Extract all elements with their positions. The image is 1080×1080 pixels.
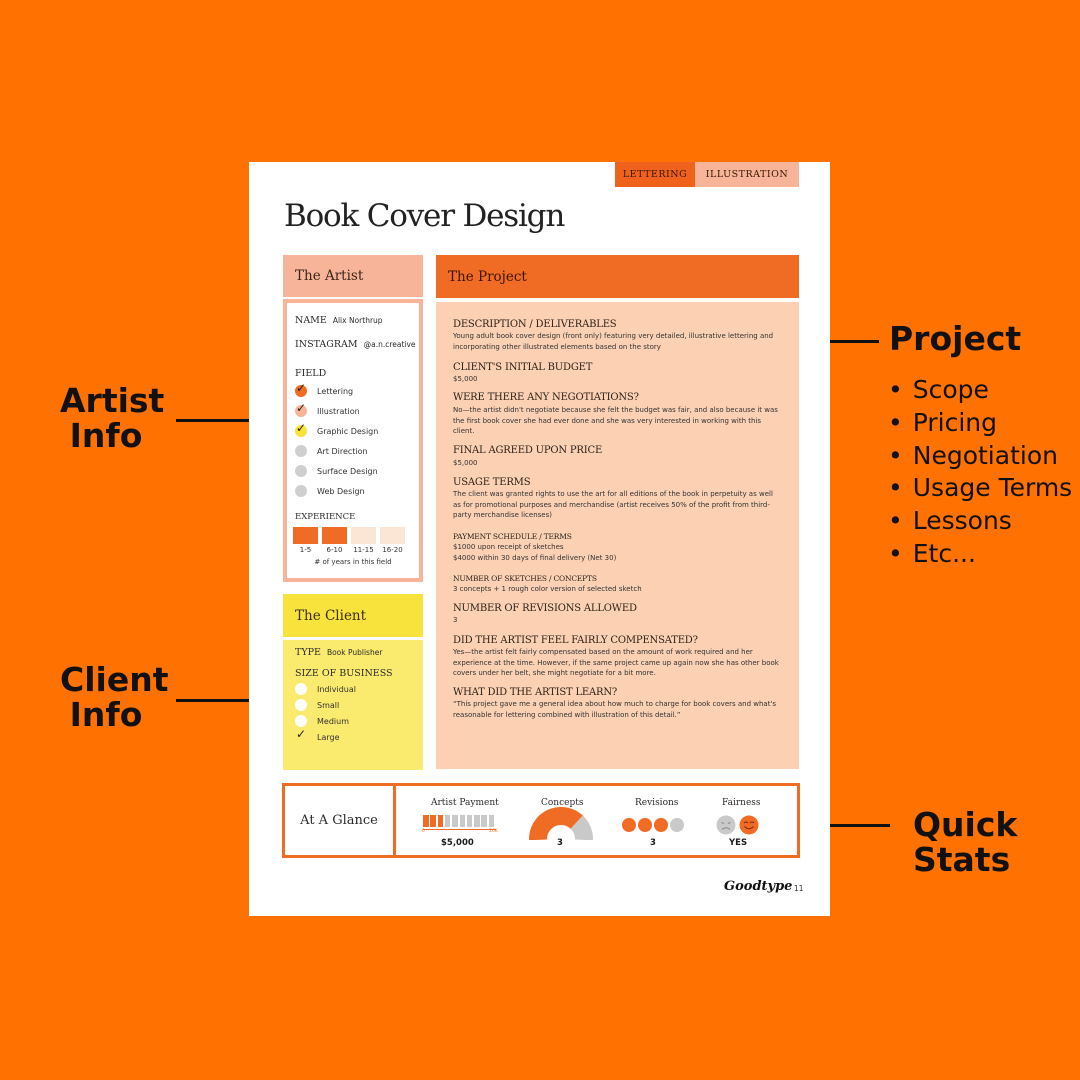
field-dot xyxy=(295,381,307,397)
happy-face-icon xyxy=(739,815,759,835)
client-type-row xyxy=(295,647,382,658)
size-dot xyxy=(295,683,307,695)
at-a-glance-label: At A Glance xyxy=(285,786,396,855)
client-heading: The Client xyxy=(283,594,423,637)
a-final-price: $5,000 xyxy=(453,459,478,467)
a-usage-terms: The client was granted rights to use the art for all editions of the book in perpetuity as well as for promotional purposes and merchandise (artist receives 50% of the profit from third-party merchandise licenses) xyxy=(453,490,773,520)
a-negotiations: No—the artist didn't negotiate because she felt the budget was fair, and also because it was the first book cover she had ever done and she was very interested in working with this client. xyxy=(453,406,778,436)
payment-bar-segment xyxy=(474,815,480,827)
a-revisions: 3 xyxy=(453,616,458,624)
field-dot xyxy=(295,421,307,437)
client-panel xyxy=(283,640,423,770)
quick-stats-label xyxy=(913,805,1018,879)
q-description: DESCRIPTION / DELIVERABLES xyxy=(453,319,617,330)
field-dot xyxy=(295,445,307,457)
bullet-item: • Scope xyxy=(888,374,1072,407)
name-label: NAME xyxy=(295,315,327,326)
project-panel xyxy=(436,302,799,769)
size-dot xyxy=(295,699,307,711)
size-label: SIZE OF BUSINESS xyxy=(295,668,393,679)
quick-stats-line2: Stats xyxy=(913,839,1011,879)
payment-bar-segment xyxy=(460,815,466,827)
a-sketches: 3 concepts + 1 rough color version of selected sketch xyxy=(453,585,642,593)
field-item xyxy=(295,421,379,437)
field-item-label: Graphic Design xyxy=(317,426,379,436)
field-label: FIELD xyxy=(295,368,327,379)
q-revisions: NUMBER OF REVISIONS ALLOWED xyxy=(453,603,637,614)
payment-bar xyxy=(423,815,503,833)
field-item xyxy=(295,381,354,397)
field-item-label: Surface Design xyxy=(317,466,378,476)
artist-info-line1: Artist xyxy=(60,381,165,420)
q-payment-schedule: PAYMENT SCHEDULE / TERMS xyxy=(453,532,572,541)
size-dot xyxy=(295,715,307,727)
bullet-item: • Lessons xyxy=(888,505,1072,538)
field-dot xyxy=(295,465,307,477)
field-item xyxy=(295,445,368,457)
checkmark-icon: ✓ xyxy=(296,401,307,415)
a-fairly-compensated: Yes—the artist felt fairly compensated based on the amount of work required and her experience at the time. However, if the same project came up again now she has other book covers under her belt, she might negotiate for a bit more. xyxy=(453,648,779,678)
name-value: Alix Northrup xyxy=(332,316,383,325)
experience-label: EXPERIENCE xyxy=(295,512,356,522)
glance-stats xyxy=(396,786,797,855)
sad-face-icon xyxy=(716,815,736,835)
payment-bar-segment xyxy=(423,815,429,827)
field-item-label: Lettering xyxy=(317,386,354,396)
size-option xyxy=(295,715,349,727)
type-value: Book Publisher xyxy=(326,648,383,657)
bullet-item: • Pricing xyxy=(888,407,1072,440)
q-final-price: FINAL AGREED UPON PRICE xyxy=(453,445,603,456)
size-option-label: Individual xyxy=(317,684,356,694)
revision-dot xyxy=(622,818,636,832)
revision-dot xyxy=(670,818,684,832)
q-negotiations: WERE THERE ANY NEGOTIATIONS? xyxy=(453,392,639,403)
payment-title: Artist Payment xyxy=(431,798,499,808)
bullet-item: • Usage Terms xyxy=(888,472,1072,505)
category-tag xyxy=(615,162,799,187)
experience-box xyxy=(351,527,376,544)
instagram-label: INSTAGRAM xyxy=(295,339,358,350)
field-item-label: Illustration xyxy=(317,406,360,416)
experience-range-label: 6-10 xyxy=(326,546,343,554)
a-initial-budget: $5,000 xyxy=(453,375,478,383)
a-payment-line2: $4000 within 30 days of final delivery (Net 30) xyxy=(453,554,617,562)
payment-bar-segment xyxy=(430,815,436,827)
experience-box xyxy=(293,527,318,544)
revisions-dots xyxy=(622,818,684,832)
q-fairly-compensated: DID THE ARTIST FEEL FAIRLY COMPENSATED? xyxy=(453,635,698,646)
artist-info-label xyxy=(60,381,165,455)
tag-illustration: ILLUSTRATION xyxy=(695,162,799,187)
field-item xyxy=(295,485,365,497)
fairness-title: Fairness xyxy=(722,798,761,808)
client-info-label xyxy=(60,660,169,734)
project-bullet-list xyxy=(888,374,1072,571)
experience-range-label: 16-20 xyxy=(382,546,403,554)
q-sketches: NUMBER OF SKETCHES / CONCEPTS xyxy=(453,574,597,583)
size-option-label: Small xyxy=(317,700,340,710)
payment-bar-segment xyxy=(438,815,444,827)
experience-box xyxy=(322,527,347,544)
client-info-line2: Info xyxy=(69,694,143,734)
size-dot xyxy=(295,727,307,743)
q-artist-learned: WHAT DID THE ARTIST LEARN? xyxy=(453,687,618,698)
artist-instagram-row xyxy=(295,339,416,350)
checkmark-icon: ✓ xyxy=(296,421,307,435)
a-description: Young adult book cover design (front only) featuring very detailed, illustrative lettering and incorporating other illustrated elements based on the story xyxy=(453,332,774,351)
experience-range-label: 11-15 xyxy=(353,546,374,554)
q-usage-terms: USAGE TERMS xyxy=(453,477,531,488)
size-option-label: Medium xyxy=(317,716,349,726)
checkmark-icon: ✓ xyxy=(296,381,307,395)
project-label: Project xyxy=(889,319,1022,358)
page-number: 11 xyxy=(794,884,804,893)
size-option xyxy=(295,683,356,695)
quick-stats-line1: Quick xyxy=(913,805,1018,844)
field-item-label: Art Direction xyxy=(317,446,368,456)
type-label: TYPE xyxy=(295,647,321,658)
payment-scale-min: 0 xyxy=(422,829,425,834)
page-title: Book Cover Design xyxy=(284,198,565,234)
concepts-gauge xyxy=(526,806,596,840)
artist-info-line2: Info xyxy=(69,415,143,455)
artist-heading: The Artist xyxy=(283,255,423,297)
payment-bar-segment xyxy=(481,815,487,827)
project-heading: The Project xyxy=(436,255,799,298)
fairness-faces xyxy=(716,815,759,835)
field-dot xyxy=(295,401,307,417)
payment-value: $5,000 xyxy=(441,838,474,848)
q-initial-budget: CLIENT'S INITIAL BUDGET xyxy=(453,362,593,373)
field-item-label: Web Design xyxy=(317,486,365,496)
payment-bar-segment xyxy=(489,815,495,827)
artist-panel xyxy=(283,299,423,582)
brand-logo: Goodtype xyxy=(724,879,793,894)
size-option xyxy=(295,699,339,711)
artist-name-row xyxy=(295,315,383,326)
tag-lettering: LETTERING xyxy=(615,162,695,187)
bullet-item: • Etc... xyxy=(888,538,1072,571)
revision-dot xyxy=(654,818,668,832)
payment-bar-segment xyxy=(445,815,451,827)
payment-bar-segment xyxy=(467,815,473,827)
checkmark-icon: ✓ xyxy=(296,727,307,741)
concepts-title: Concepts xyxy=(541,798,584,808)
payment-bar-segment xyxy=(452,815,458,827)
size-option-label: Large xyxy=(317,732,340,742)
revision-dot xyxy=(638,818,652,832)
experience-range-label: 1-5 xyxy=(299,546,312,554)
document-page xyxy=(249,162,830,916)
client-info-line1: Client xyxy=(60,660,169,699)
field-dot xyxy=(295,485,307,497)
experience-box xyxy=(380,527,405,544)
experience-caption: # of years in this field xyxy=(314,558,392,566)
a-artist-learned: “This project gave me a general idea about how much to charge for book covers and what's reasonable for lettering combined with illustration of this detail.” xyxy=(453,700,777,719)
field-item xyxy=(295,401,360,417)
concepts-value: 3 xyxy=(557,838,563,848)
payment-scale-max: 20K xyxy=(489,829,498,834)
field-item xyxy=(295,465,378,477)
revisions-title: Revisions xyxy=(635,798,679,808)
at-a-glance-panel xyxy=(282,783,800,858)
instagram-value: @a.n.creative xyxy=(363,340,416,349)
revisions-value: 3 xyxy=(650,838,656,848)
size-option xyxy=(295,727,340,743)
a-payment-line1: $1000 upon receipt of sketches xyxy=(453,543,564,551)
fairness-value: YES xyxy=(729,838,748,848)
payment-scale-line xyxy=(423,829,496,830)
bullet-item: • Negotiation xyxy=(888,440,1072,473)
